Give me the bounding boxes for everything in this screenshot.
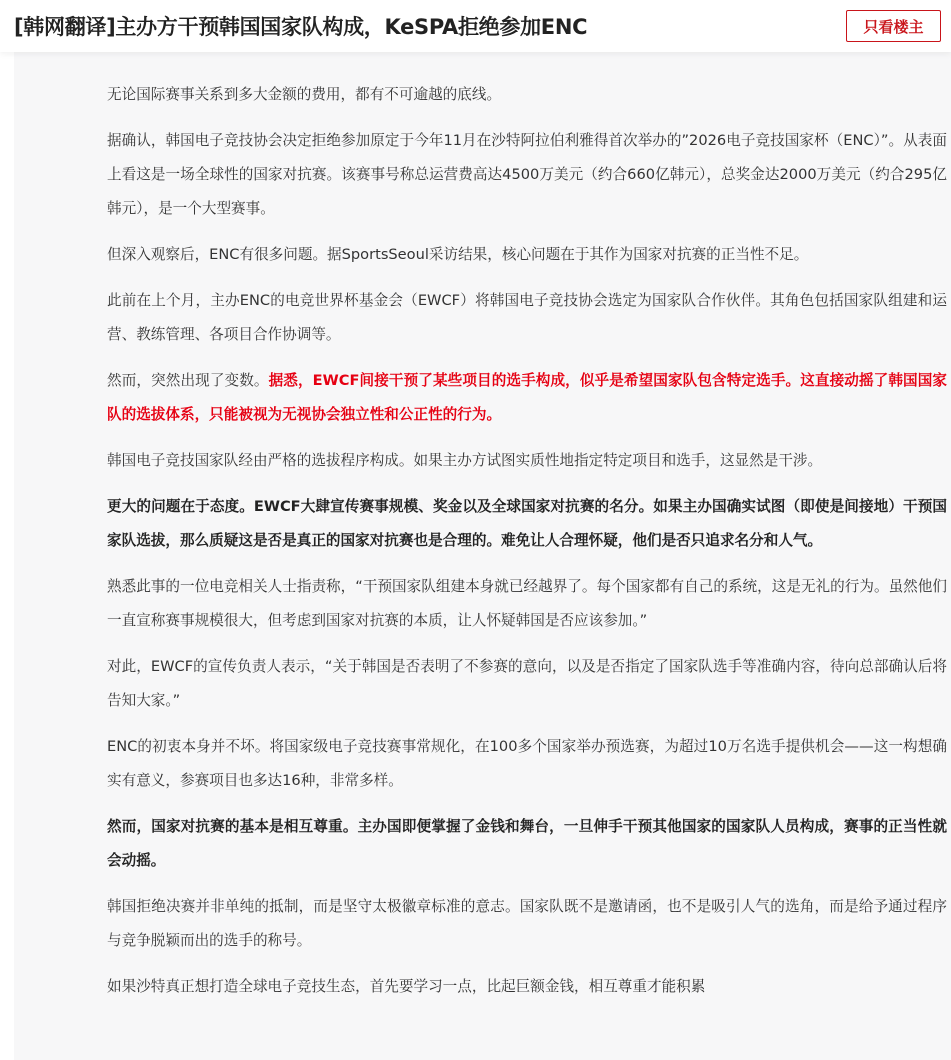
fade-out-overlay — [797, 970, 947, 1004]
paragraph-11-bold: 然而，国家对抗赛的基本是相互尊重。主办国即便掌握了金钱和舞台，一旦伸手干预其他国家的国家队人员构成，赛事的正当性就会动摇。 — [107, 818, 947, 869]
post-title: [韩网翻译]主办方干预韩国国家队构成，KeSPA拒绝参加ENC — [14, 15, 588, 39]
paragraph-9: 对此，EWCF的宣传负责人表示，“关于韩国是否表明了不参赛的意向，以及是否指定了国家队选手等准确内容，待向总部确认后将告知大家。” — [107, 658, 947, 709]
left-gutter — [0, 52, 14, 1060]
truncated-paragraph — [107, 970, 947, 1004]
only-op-button[interactable]: 只看楼主 — [846, 10, 941, 42]
paragraph-5 — [107, 364, 947, 432]
paragraph-13: 如果沙特真正想打造全球电子竞技生态，首先要学习一点，比起巨额金钱，相互尊重才能积累 — [107, 978, 706, 995]
paragraph-8: 熟悉此事的一位电竞相关人士指责称，“干预国家队组建本身就已经越界了。每个国家都有自己的系统，这是无礼的行为。虽然他们一直宣称赛事规模很大，但考虑到国家对抗赛的本质，让人怀疑韩国是否应该参加。” — [107, 578, 947, 629]
post-content-area — [14, 52, 951, 1060]
article-body — [107, 78, 947, 1016]
highlighted-red-text: 据悉，EWCF间接干预了某些项目的选手构成，似乎是希望国家队包含特定选手。这直接动摇了韩国国家队的选拔体系，只能被视为无视协会独立性和公正性的行为。 — [107, 372, 947, 423]
paragraph-6: 韩国电子竞技国家队经由严格的选拔程序构成。如果主办方试图实质性地指定特定项目和选手，这显然是干涉。 — [107, 452, 823, 469]
paragraph-3: 但深入观察后，ENC有很多问题。据SportsSeoul采访结果，核心问题在于其作为国家对抗赛的正当性不足。 — [107, 246, 809, 263]
paragraph-4: 此前在上个月，主办ENC的电竞世界杯基金会（EWCF）将韩国电子竞技协会选定为国家队合作伙伴。其角色包括国家队组建和运营、教练管理、各项目合作协调等。 — [107, 292, 947, 343]
paragraph-2: 据确认，韩国电子竞技协会决定拒绝参加原定于今年11月在沙特阿拉伯利雅得首次举办的”2026电子竞技国家杯（ENC）”。从表面上看这是一场全球性的国家对抗赛。该赛事号称总运营费高达4500万美元（约合660亿韩元），总奖金达2000万美元（约合295亿韩元），是一个大型赛事。 — [107, 132, 947, 217]
paragraph-7-bold: 更大的问题在于态度。EWCF大肆宣传赛事规模、奖金以及全球国家对抗赛的名分。如果主办国确实试图（即使是间接地）干预国家队选拔，那么质疑这是否是真正的国家对抗赛也是合理的。难免让人合理怀疑，他们是否只追求名分和人气。 — [107, 498, 947, 549]
paragraph-10: ENC的初衷本身并不坏。将国家级电子竞技赛事常规化，在100多个国家举办预选赛，为超过10万名选手提供机会——这一构想确实有意义，参赛项目也多达16种，非常多样。 — [107, 738, 947, 789]
post-header — [0, 0, 951, 52]
paragraph-12: 韩国拒绝决赛并非单纯的抵制，而是坚守太极徽章标准的意志。国家队既不是邀请函，也不是吸引人气的选角，而是给予通过程序与竞争脱颖而出的选手的称号。 — [107, 898, 947, 949]
paragraph-1: 无论国际赛事关系到多大金额的费用，都有不可逾越的底线。 — [107, 86, 502, 103]
paragraph-5-normal: 然而，突然出现了变数。 — [107, 372, 269, 389]
